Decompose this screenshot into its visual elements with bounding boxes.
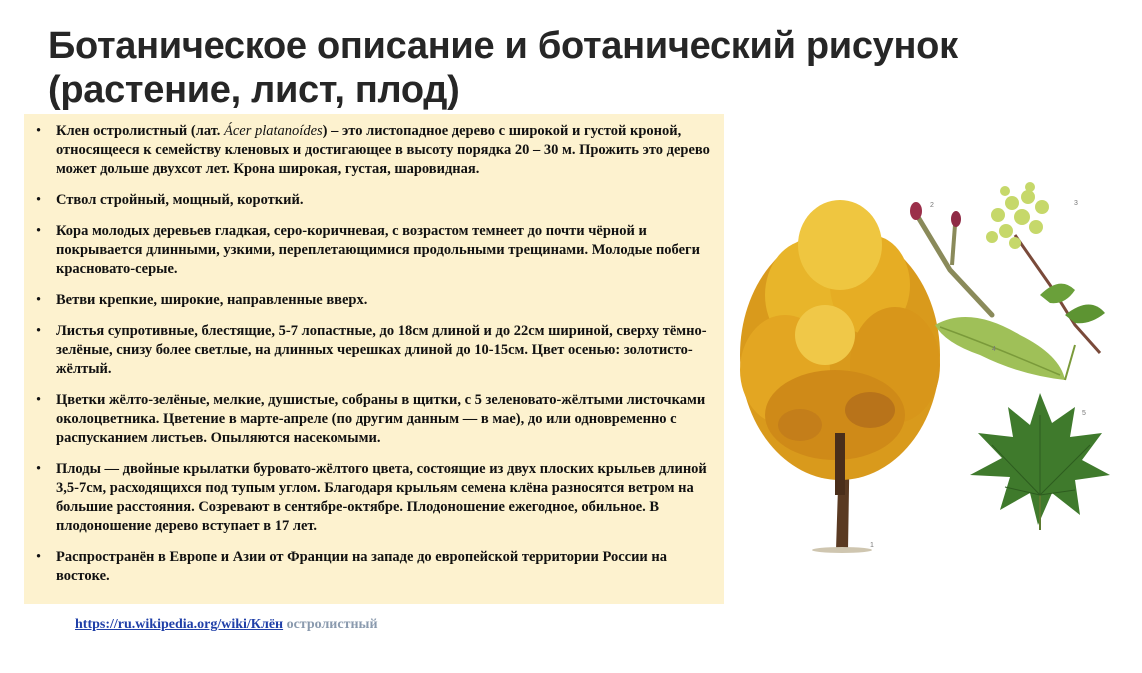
description-text-box (24, 114, 724, 604)
botanical-illustration (730, 175, 1130, 560)
list-item-text: Плоды — двойные крылатки буровато-жёлтого цвета, состоящие из двух плоских крыльев длиной 3,5-7см, расходящихся под тупым углом. Благодаря крыльям семена клёна разносятся ветром на большие расстояния. Созревают в сентябре-октябре. Плодоношение ежегодное, обильное. В плодоношение дерево вступает в 17 лет. (56, 461, 707, 534)
figure-label: 3 (1074, 200, 1078, 207)
bud (910, 202, 922, 220)
maple-tree-picture (740, 200, 940, 553)
botanical-illustration-svg (730, 175, 1130, 560)
list-item-text: Кора молодых деревьев гладкая, серо-коричневая, с возрастом темнеет до почти чёрной и покрывается длинными, узкими, переплетающимися продольными трещинами. Молодые побеги красновато-серые. (56, 223, 700, 277)
bullet-marker: • (36, 549, 42, 565)
bullet-marker: • (36, 223, 42, 239)
list-item (30, 548, 714, 586)
figure-label: 2 (930, 202, 934, 209)
list-item-text: Распространён в Европе и Азии от Франции на западе до европейской территории России на востоке. (56, 549, 668, 584)
figure-label: 4 (992, 346, 996, 353)
slide-title-line-2: (растение, лист, плод) (48, 69, 460, 111)
list-item (30, 291, 714, 310)
bullet-marker: • (36, 323, 42, 339)
samara-fruit-picture (935, 317, 1075, 380)
source-suffix: остролистный (283, 617, 378, 632)
tree-ground-shadow (812, 547, 872, 553)
figure-label: 5 (1082, 410, 1086, 417)
list-item (30, 191, 714, 210)
description-list (30, 122, 714, 586)
bullet-marker: • (36, 292, 42, 308)
list-item-text: Ствол стройный, мощный, короткий. (56, 192, 304, 208)
list-item-text-post: ) – это листопадное дерево с широкой и густой кроной, относящееся к семейству кленовых и достигающее в высоту порядка 20 – 30 м. Прожить это дерево может дольше двухсот лет. Крона широкая, густая, шаровидная. (56, 123, 710, 177)
slide-title-line-1: Ботаническое описание и ботанический рисунок (48, 25, 958, 67)
list-item (30, 460, 714, 536)
figure-label: 1 (870, 542, 874, 549)
list-item-text-pre: Клен остролистный (лат. (56, 123, 224, 139)
list-item-text: Листья супротивные, блестящие, 5-7 лопастные, до 18см длиной и до 22см шириной, сверху тёмно-зелёные, снизу более светлые, на длинных черешках длиной до 10-15см. Цвет осенью: золотисто-жёлтый. (56, 323, 707, 377)
list-item (30, 122, 714, 179)
bullet-marker: • (36, 461, 42, 477)
list-item (30, 322, 714, 379)
list-item-text: Цветки жёлто-зелёные, мелкие, душистые, собраны в щитки, с 5 зеленовато-жёлтыми листочками околоцветника. Цветение в марте-апреле (по другим данным — в мае), до или одновременно с распусканием листьев. Опыляются насекомыми. (56, 392, 706, 446)
maple-leaf-picture (970, 393, 1110, 530)
bud (951, 211, 961, 227)
list-item (30, 391, 714, 448)
bullet-marker: • (36, 192, 42, 208)
latin-name: Ácer platanoídes (224, 123, 323, 139)
list-item (30, 222, 714, 279)
source-line (75, 617, 378, 633)
bullet-marker: • (36, 392, 42, 408)
list-item-text: Ветви крепкие, широкие, направленные вверх. (56, 292, 368, 308)
bullet-marker: • (36, 123, 42, 139)
wikipedia-link[interactable]: https://ru.wikipedia.org/wiki/Клён (75, 617, 284, 632)
slide-title (48, 24, 958, 112)
